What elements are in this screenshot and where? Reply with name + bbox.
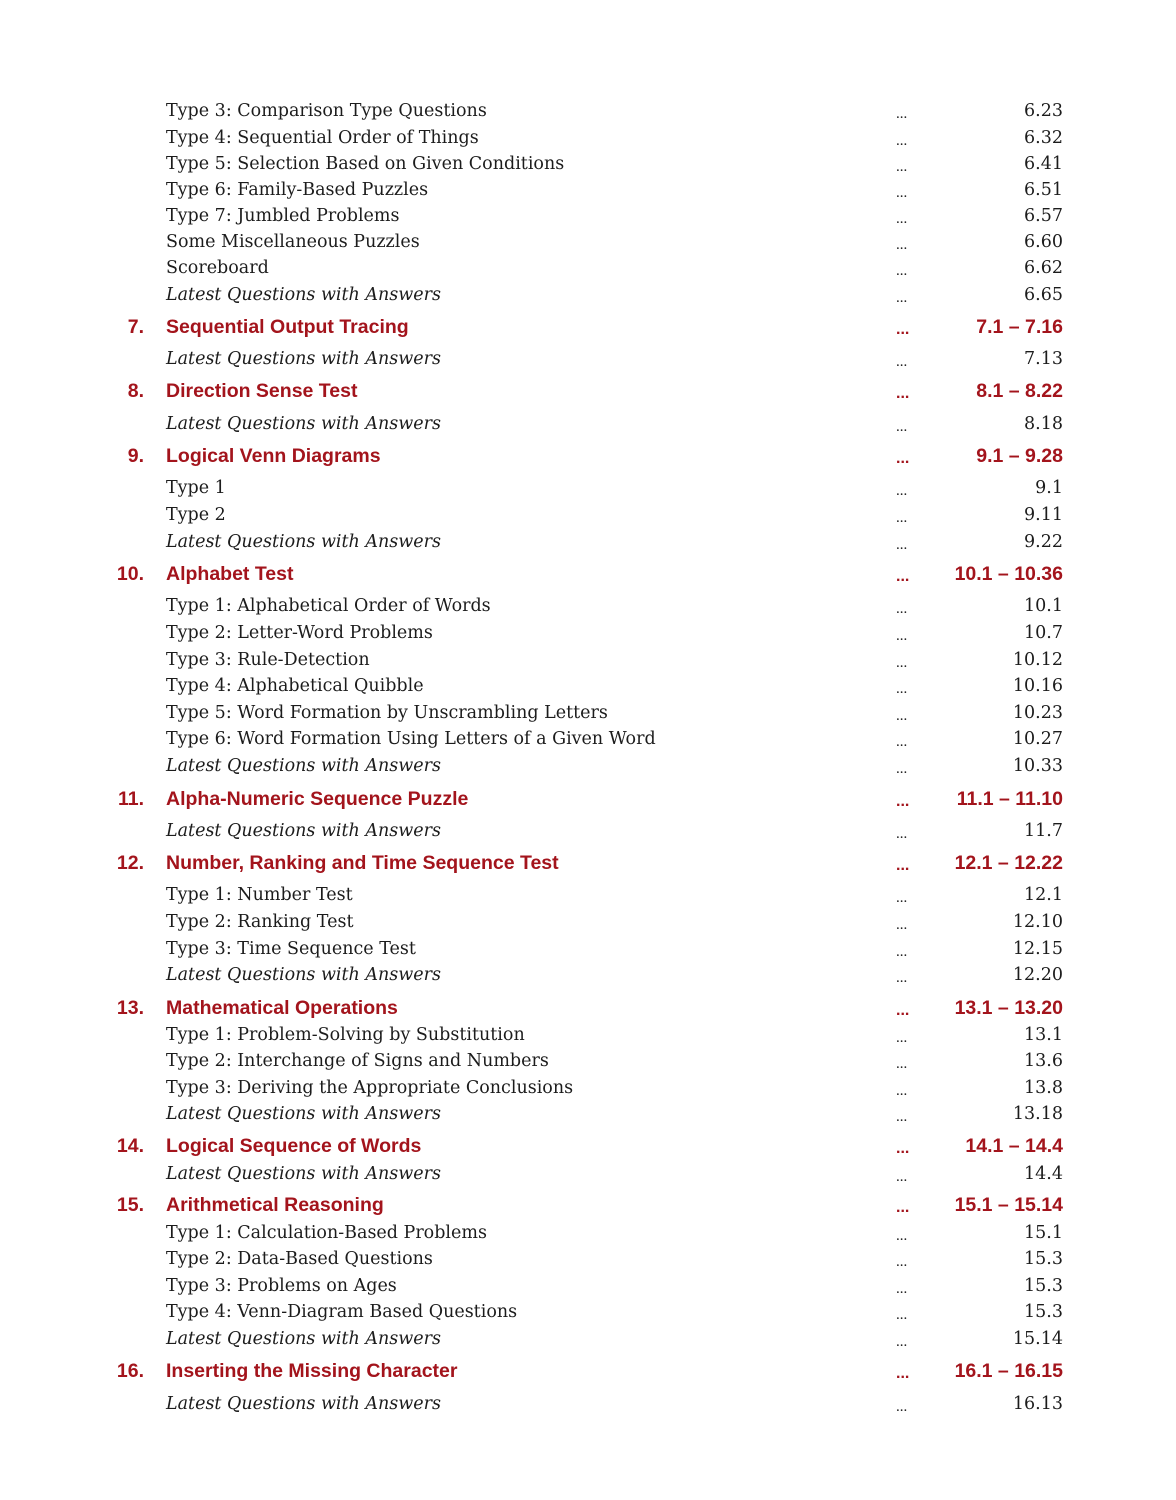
entry-page-number: 15.1: [1024, 1223, 1063, 1243]
leader-dots: ...: [896, 1307, 908, 1323]
entry-page-number: 12.15: [1012, 939, 1063, 959]
leader-dots: ...: [896, 1002, 910, 1019]
toc-entry-row: [0, 1166, 1176, 1192]
entry-title: Latest Questions with Answers: [166, 821, 441, 841]
chapter-page-range: 15.1 – 15.14: [954, 1194, 1063, 1216]
leader-dots: ...: [896, 708, 908, 724]
leader-dots: ...: [896, 290, 908, 306]
entry-title: Type 2: [166, 505, 226, 525]
leader-dots: ...: [896, 857, 910, 874]
chapter-number: 10.: [116, 563, 144, 585]
leader-dots: ...: [896, 537, 908, 553]
toc-entry-row: [0, 941, 1176, 967]
chapter-number: 15.: [116, 1194, 144, 1216]
toc-entry-row: [0, 678, 1176, 704]
entry-title: Type 2: Interchange of Signs and Numbers: [166, 1051, 549, 1071]
entry-title: Type 1: Alphabetical Order of Words: [166, 596, 491, 616]
chapter-page-range: 16.1 – 16.15: [954, 1360, 1063, 1382]
leader-dots: ...: [896, 510, 908, 526]
entry-page-number: 13.18: [1012, 1104, 1063, 1124]
leader-dots: ...: [896, 681, 908, 697]
entry-title: Some Miscellaneous Puzzles: [166, 232, 420, 252]
toc-entry-row: [0, 1304, 1176, 1330]
chapter-number: 12.: [116, 852, 144, 874]
entry-title: Latest Questions with Answers: [166, 532, 441, 552]
leader-dots: ...: [896, 354, 908, 370]
entry-page-number: 13.1: [1024, 1025, 1063, 1045]
leader-dots: ...: [896, 159, 908, 175]
leader-dots: ...: [896, 826, 908, 842]
chapter-page-range: 14.1 – 14.4: [965, 1135, 1063, 1157]
toc-entry-row: [0, 914, 1176, 940]
toc-entry-row: [0, 598, 1176, 624]
entry-title: Type 1: Number Test: [166, 885, 353, 905]
chapter-title: Alpha-Numeric Sequence Puzzle: [166, 788, 469, 810]
toc-chapter-row: [0, 318, 1176, 344]
toc-entry-row: [0, 1225, 1176, 1251]
entry-title: Type 3: Time Sequence Test: [166, 939, 416, 959]
entry-title: Type 2: Ranking Test: [166, 912, 354, 932]
toc-entry-row: [0, 182, 1176, 208]
entry-page-number: 10.27: [1012, 729, 1063, 749]
toc-entry-row: [0, 234, 1176, 260]
leader-dots: ...: [896, 1083, 908, 1099]
chapter-page-range: 7.1 – 7.16: [976, 316, 1063, 338]
chapter-page-range: 11.1 – 11.10: [956, 788, 1063, 810]
leader-dots: ...: [896, 1365, 910, 1382]
entry-page-number: 12.1: [1024, 885, 1063, 905]
toc-entry-row: [0, 534, 1176, 560]
toc-entry-row: [0, 823, 1176, 849]
leader-dots: ...: [896, 385, 910, 402]
toc-chapter-row: [0, 790, 1176, 816]
toc-entry-row: [0, 705, 1176, 731]
entry-page-number: 12.20: [1012, 965, 1063, 985]
leader-dots: ...: [896, 944, 908, 960]
chapter-page-range: 13.1 – 13.20: [954, 997, 1063, 1019]
entry-page-number: 10.23: [1012, 703, 1063, 723]
toc-entry-row: [0, 351, 1176, 377]
leader-dots: ...: [896, 1399, 908, 1415]
chapter-number: 9.: [127, 445, 144, 467]
chapter-number: 13.: [116, 997, 144, 1019]
leader-dots: ...: [896, 568, 910, 585]
leader-dots: ...: [896, 1109, 908, 1125]
entry-page-number: 10.33: [1012, 756, 1063, 776]
toc-chapter-row: [0, 1196, 1176, 1222]
toc-entry-row: [0, 260, 1176, 286]
leader-dots: ...: [896, 211, 908, 227]
leader-dots: ...: [896, 917, 908, 933]
entry-page-number: 6.41: [1024, 154, 1063, 174]
toc-entry-row: [0, 1106, 1176, 1132]
toc-entry-row: [0, 1396, 1176, 1422]
toc-entry-row: [0, 1027, 1176, 1053]
entry-page-number: 6.57: [1024, 206, 1063, 226]
leader-dots: ...: [896, 1056, 908, 1072]
leader-dots: ...: [896, 890, 908, 906]
toc-entry-row: [0, 625, 1176, 651]
toc-entry-row: [0, 731, 1176, 757]
leader-dots: ...: [896, 321, 910, 338]
entry-page-number: 6.60: [1024, 232, 1063, 252]
leader-dots: ...: [896, 185, 908, 201]
leader-dots: ...: [896, 1140, 910, 1157]
entry-page-number: 6.62: [1024, 258, 1063, 278]
leader-dots: ...: [896, 106, 908, 122]
entry-page-number: 10.16: [1012, 676, 1063, 696]
entry-page-number: 15.14: [1012, 1329, 1063, 1349]
toc-entry-row: [0, 1331, 1176, 1357]
entry-page-number: 12.10: [1012, 912, 1063, 932]
toc-entry-row: [0, 1080, 1176, 1106]
entry-page-number: 8.18: [1024, 414, 1063, 434]
entry-title: Type 4: Alphabetical Quibble: [166, 676, 424, 696]
toc-entry-row: [0, 416, 1176, 442]
entry-title: Type 5: Word Formation by Unscrambling Letters: [166, 703, 608, 723]
toc-entry-row: [0, 1251, 1176, 1277]
leader-dots: ...: [896, 655, 908, 671]
leader-dots: ...: [896, 734, 908, 750]
entry-title: Type 5: Selection Based on Given Conditions: [166, 154, 565, 174]
toc-entry-row: [0, 758, 1176, 784]
entry-page-number: 9.11: [1024, 505, 1063, 525]
toc-chapter-row: [0, 1362, 1176, 1388]
entry-page-number: 15.3: [1024, 1249, 1063, 1269]
entry-page-number: 10.7: [1024, 623, 1063, 643]
leader-dots: ...: [896, 419, 908, 435]
entry-page-number: 16.13: [1012, 1394, 1063, 1414]
chapter-title: Sequential Output Tracing: [166, 316, 409, 338]
entry-page-number: 11.7: [1024, 821, 1063, 841]
entry-title: Latest Questions with Answers: [166, 756, 441, 776]
entry-title: Type 7: Jumbled Problems: [166, 206, 400, 226]
toc-entry-row: [0, 287, 1176, 313]
entry-page-number: 10.1: [1024, 596, 1063, 616]
toc-chapter-row: [0, 854, 1176, 880]
chapter-page-range: 8.1 – 8.22: [976, 380, 1063, 402]
leader-dots: ...: [896, 450, 910, 467]
entry-page-number: 6.32: [1024, 128, 1063, 148]
leader-dots: ...: [896, 1281, 908, 1297]
leader-dots: ...: [896, 1199, 910, 1216]
toc-entry-row: [0, 208, 1176, 234]
chapter-title: Mathematical Operations: [166, 997, 398, 1019]
toc-entry-row: [0, 507, 1176, 533]
leader-dots: ...: [896, 1254, 908, 1270]
entry-title: Latest Questions with Answers: [166, 349, 441, 369]
entry-title: Type 1: [166, 478, 226, 498]
leader-dots: ...: [896, 1169, 908, 1185]
entry-title: Type 2: Letter-Word Problems: [166, 623, 433, 643]
leader-dots: ...: [896, 483, 908, 499]
leader-dots: ...: [896, 761, 908, 777]
chapter-number: 7.: [127, 316, 144, 338]
chapter-title: Arithmetical Reasoning: [166, 1194, 384, 1216]
leader-dots: ...: [896, 601, 908, 617]
entry-page-number: 6.51: [1024, 180, 1063, 200]
leader-dots: ...: [896, 133, 908, 149]
chapter-title: Inserting the Missing Character: [166, 1360, 458, 1382]
entry-title: Latest Questions with Answers: [166, 965, 441, 985]
entry-title: Latest Questions with Answers: [166, 1164, 441, 1184]
entry-page-number: 6.23: [1024, 101, 1063, 121]
chapter-number: 11.: [117, 788, 144, 810]
toc-entry-row: [0, 1278, 1176, 1304]
entry-title: Latest Questions with Answers: [166, 1329, 441, 1349]
entry-title: Type 2: Data-Based Questions: [166, 1249, 433, 1269]
toc-entry-row: [0, 652, 1176, 678]
entry-page-number: 10.12: [1012, 650, 1063, 670]
entry-page-number: 15.3: [1024, 1276, 1063, 1296]
leader-dots: ...: [896, 1030, 908, 1046]
entry-title: Type 4: Venn-Diagram Based Questions: [166, 1302, 518, 1322]
entry-title: Type 6: Word Formation Using Letters of a Given Word: [166, 729, 656, 749]
toc-entry-row: [0, 156, 1176, 182]
leader-dots: ...: [896, 793, 910, 810]
leader-dots: ...: [896, 970, 908, 986]
entry-page-number: 9.1: [1035, 478, 1063, 498]
chapter-title: Logical Venn Diagrams: [166, 445, 381, 467]
toc-entry-row: [0, 967, 1176, 993]
entry-title: Type 1: Calculation-Based Problems: [166, 1223, 487, 1243]
toc-entry-row: [0, 130, 1176, 156]
chapter-title: Alphabet Test: [166, 563, 294, 585]
entry-title: Type 1: Problem-Solving by Substitution: [166, 1025, 525, 1045]
entry-title: Latest Questions with Answers: [166, 414, 441, 434]
chapter-title: Number, Ranking and Time Sequence Test: [166, 852, 559, 874]
entry-title: Type 3: Rule-Detection: [166, 650, 370, 670]
chapter-number: 14.: [116, 1135, 144, 1157]
entry-page-number: 7.13: [1024, 349, 1063, 369]
entry-title: Latest Questions with Answers: [166, 1104, 441, 1124]
entry-title: Latest Questions with Answers: [166, 285, 441, 305]
entry-title: Latest Questions with Answers: [166, 1394, 441, 1414]
entry-title: Type 4: Sequential Order of Things: [166, 128, 479, 148]
entry-page-number: 9.22: [1024, 532, 1063, 552]
chapter-number: 16.: [116, 1360, 144, 1382]
toc-chapter-row: [0, 999, 1176, 1025]
toc-entry-row: [0, 1053, 1176, 1079]
entry-page-number: 13.6: [1024, 1051, 1063, 1071]
leader-dots: ...: [896, 1228, 908, 1244]
toc-entry-row: [0, 103, 1176, 129]
entry-page-number: 6.65: [1024, 285, 1063, 305]
toc-chapter-row: [0, 565, 1176, 591]
entry-title: Type 3: Comparison Type Questions: [166, 101, 487, 121]
leader-dots: ...: [896, 628, 908, 644]
entry-page-number: 14.4: [1024, 1164, 1063, 1184]
chapter-number: 8.: [127, 380, 144, 402]
leader-dots: ...: [896, 263, 908, 279]
entry-title: Type 3: Deriving the Appropriate Conclusions: [166, 1078, 574, 1098]
toc-chapter-row: [0, 382, 1176, 408]
chapter-page-range: 12.1 – 12.22: [954, 852, 1063, 874]
leader-dots: ...: [896, 1334, 908, 1350]
toc-entry-row: [0, 480, 1176, 506]
toc-chapter-row: [0, 447, 1176, 473]
entry-page-number: 15.3: [1024, 1302, 1063, 1322]
chapter-page-range: 10.1 – 10.36: [954, 563, 1063, 585]
entry-title: Scoreboard: [166, 258, 269, 278]
entry-page-number: 13.8: [1024, 1078, 1063, 1098]
chapter-title: Logical Sequence of Words: [166, 1135, 422, 1157]
entry-title: Type 6: Family-Based Puzzles: [166, 180, 429, 200]
toc-entry-row: [0, 887, 1176, 913]
toc-chapter-row: [0, 1137, 1176, 1163]
chapter-title: Direction Sense Test: [166, 380, 358, 402]
leader-dots: ...: [896, 237, 908, 253]
entry-title: Type 3: Problems on Ages: [166, 1276, 397, 1296]
chapter-page-range: 9.1 – 9.28: [976, 445, 1063, 467]
